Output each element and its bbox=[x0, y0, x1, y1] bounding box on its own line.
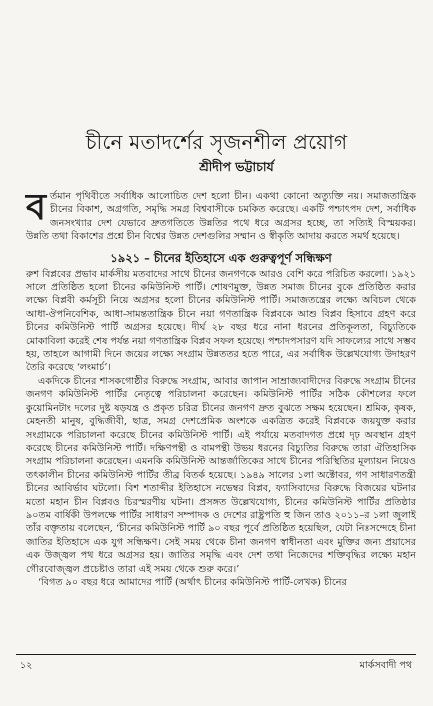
page-footer bbox=[16, 654, 416, 671]
section-heading: ১৯২১ – চীনের ইতিহাসে এক গুরুত্বপূর্ণ সন্ধিক্ষণ bbox=[110, 250, 332, 265]
body-paragraph: একদিকে চীনের শাসকগোষ্ঠীর বিরুদ্ধে সংগ্রাম, আবার জাপান সাম্রাজ্যবাদীদের বিরুদ্ধে সংগ্রাম চীনের জনগণ কমিউনিস্ট পার্টির নেতৃত্বে পরিচালনা করেছেন। কমিউনিস্ট পার্টির সঠিক কৌশলের ফলে কুয়োমিনটাং দলের দুষ্ট ষড়যন্ত্র ও প্রকৃত চরিত্র চীনের জনগণ দ্রুত বুঝতে সক্ষম হয়েছেন। শ্রমিক, কৃষক, মেহনতী মানুষ, বুদ্ধিজীবী, ছাত্র, সমগ্র দেশপ্রেমিক অংশকে একত্রিত করেই বিপ্লবকে জয়যুক্ত করার সংগ্রামকে পরিচালনা করেছে চীনের কমিউনিস্ট পার্টি। এই পর্যায়ে মতবাদগত প্রশ্নে দৃঢ় অবস্থান গ্রহণ করেছে চীনের কমিউনিস্ট পার্টি। দক্ষিণপন্থী ও বামপন্থী উভয় ধরনের বিচ্যুতির বিরুদ্ধে তারা ঐতিহাসিক সংগ্রাম পরিচালনা করেছেন। এমনকি কমিউনিস্ট আন্তর্জাতিকের সাথে চীনের পরিস্থিতির মূল্যায়ন নিয়েও তৎকালীন চীনের কমিউনিস্ট পার্টির তীব্র বিতর্ক হয়েছে। ১৯৪৯ সালের ১লা অক্টোবর, গণ সাধারণতন্ত্রী চীনের আবির্ভাব ঘটলো। বিশ শতাব্দীর ইতিহাসে নভেম্বর বিপ্লব, ফ্যাসিবাদের বিরুদ্ধে বিজয়ের ঘটনার মতো মহান চীন বিপ্লবও চিরস্মরণীয় ঘটনা। প্রসঙ্গত উল্লেখযোগ্য, চীনের কমিউনিস্ট পার্টির প্রতিষ্ঠার ৯০তম বার্ষিকী উপলক্ষে পার্টির সাধারণ সম্পাদক ও দেশের রাষ্ট্রপতি হু জিন তাও ২০১১–র ১লা জুলাই তাঁর বক্তৃতায় বলেছেন, ‘চীনের কমিউনিস্ট পার্টি ৯০ বছর পূর্বে প্রতিষ্ঠিত হয়েছিল, যেটা নিঃসন্দেহে চীনা জাতির ইতিহাসে এক যুগ সন্ধিক্ষণ। সেই সময় থেকে চীনা জনগণ স্বাধীনতা এবং মুক্তির জন্য প্রয়াসের এক উজ্জ্বল পথ ধরে অগ্রসর হয়। জাতির সমৃদ্ধি এবং দেশ তথা নিজেদের শক্তিবৃদ্ধির লক্ষ্যে মহান গৌরবোজ্জ্বল প্রচেষ্টাও তারা এই সময় থেকে শুরু করে।’ bbox=[26, 375, 416, 575]
body-paragraph: ‘বিগত ৯০ বছর ধরে আমাদের পার্টি (অর্থাৎ চীনের কমিউনিস্ট পার্টি-লেখক) চীনের bbox=[38, 576, 347, 588]
intro-paragraph bbox=[26, 186, 416, 244]
body-paragraph: রুশ বিপ্লবের প্রভাব মার্কসীয় মতবাদের সাথে চীনের জনগণকে আরও বেশি করে পরিচিত করলো। ১৯২১ সালে প্রতিষ্ঠিত হলো চীনের কমিউনিস্ট পার্টি। শোষণমুক্ত, উন্নত সমাজ চীনের বুকে প্রতিষ্ঠিত করার লক্ষ্যে বিপ্লবী কর্মসূচী নিয়ে অগ্রসর হলো চীনের কমিউনিস্ট পার্টি। সমাজতন্ত্রের লক্ষ্যে অবিচল থেকে আধা-ঔপনিবেশিক, আধা-সামন্ততান্ত্রিক চীনে নয়া গণতান্ত্রিক বিপ্লবকে আশু বিপ্লব হিসাবে গ্রহণ করে চীনের কমিউনিস্ট পার্টি অগ্রসর হয়েছে। দীর্ঘ ২৮ বছর ধরে নানা ধরনের প্রতিকূলতা, বিচ্যুতিকে মোকাবিলা করেই শেষ পর্যন্ত নয়া গণতান্ত্রিক বিপ্লব সফল হয়েছে। পশ্চাদপসারণ যদি সাফল্যের সাথে সম্ভব হয়, তাহলে আগামী দিনে জয়ের লক্ষ্যে সংগ্রাম উন্নততর হতে পারে, এর সর্বাধিক উল্লেখযোগ্য উদাহরণ তৈরি করেছে ‘লংমার্চ’। bbox=[26, 268, 416, 374]
page-number: ১২ bbox=[20, 660, 33, 671]
article-author: শ্রীদীপ ভট্টাচার্য bbox=[199, 159, 274, 174]
journal-name: মার্কসবাদী পথ bbox=[359, 660, 412, 671]
article-header bbox=[0, 130, 433, 174]
intro-text: র্তমান পৃথিবীতে সর্বাধিক আলোচিত দেশ হলো চীন। একথা কোনো অত্যুক্তি নয়। সমাজতান্ত্রিক চীনের বিকাশ, অগ্রগতি, সমৃদ্ধি সমগ্র বিশ্ববাসীকে চমকিত করেছে। একটি পশ্চাৎপদ দেশ, সর্বাধিক জনসংখ্যার দেশ যেভাবে দ্রুতগতিতে উন্নতির পথে ধরে অগ্রসর হচ্ছে, তা সত্যিই বিস্ময়কর। উন্নতি তথা বিকাশের প্রশ্নে চীন বিশ্বের উন্নত দেশগুলির সম্মান ও স্বীকৃতি আদায় করতে সমর্থ হয়েছে। bbox=[26, 191, 416, 243]
article-body bbox=[26, 186, 416, 589]
drop-cap: ব bbox=[26, 186, 47, 228]
article-title: চীনে মতাদর্শের সৃজনশীল প্রয়োগ bbox=[85, 130, 348, 154]
